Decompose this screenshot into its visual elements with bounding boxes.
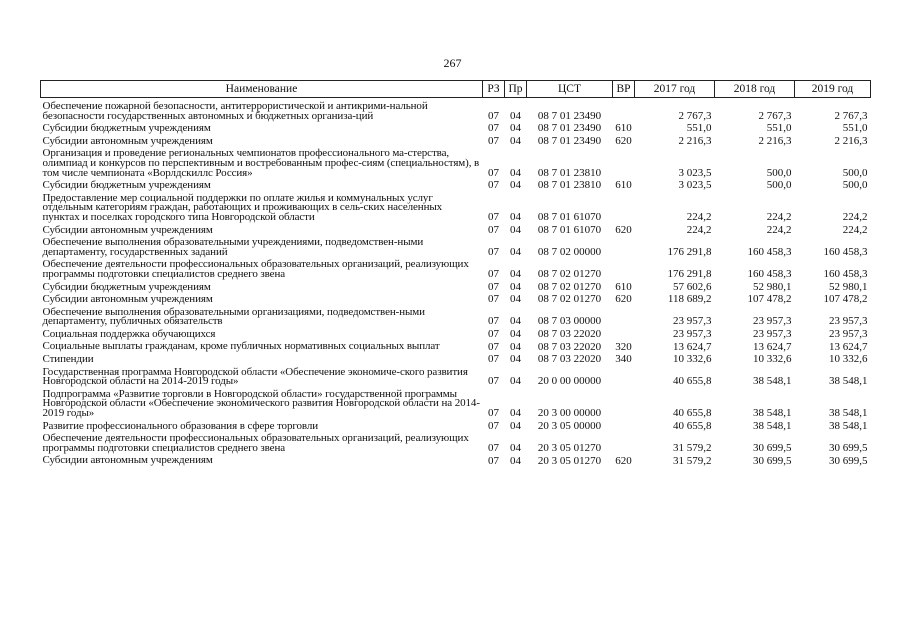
cell-rz: 07	[488, 109, 499, 122]
cell-2018: 224,2	[766, 211, 792, 224]
cell-name: Обеспечение выполнения образовательными учреждениями, подведомствен-ными департаменту, государственных заданий	[42, 236, 424, 258]
table-row	[41, 122, 871, 135]
cell-pr: 04	[510, 327, 521, 340]
cell-2018: 500,0	[766, 179, 792, 192]
cell-rz: 07	[488, 340, 499, 353]
table-row	[41, 432, 871, 454]
cell-pr: 04	[510, 211, 521, 224]
header-pr: Пр	[505, 81, 527, 98]
table-row	[41, 293, 871, 306]
table-row	[41, 340, 871, 353]
header-2019: 2019 год	[795, 81, 871, 98]
header-vr: ВР	[613, 81, 635, 98]
cell-2018: 160 458,3	[747, 268, 792, 280]
cell-name: Субсидии бюджетным учреждениям	[42, 280, 211, 293]
cell-2017: 3 023,5	[678, 179, 712, 192]
cell-vr	[613, 420, 635, 433]
table-row	[41, 147, 871, 179]
cell-rz: 07	[488, 245, 499, 258]
cell-cst: 20 3 05 01270	[537, 441, 602, 454]
cell-cst: 20 0 00 00000	[537, 375, 602, 388]
cell-pr: 04	[510, 441, 521, 454]
cell-pr: 04	[510, 407, 521, 420]
cell-2017: 23 957,3	[673, 315, 712, 328]
cell-vr	[613, 236, 635, 258]
cell-2019: 160 458,3	[823, 268, 868, 280]
cell-rz: 07	[488, 315, 499, 328]
cell-vr	[613, 192, 635, 224]
cell-2019: 23 957,3	[829, 315, 868, 328]
cell-cst: 20 3 05 00000	[537, 419, 602, 432]
header-2017: 2017 год	[635, 81, 715, 98]
cell-2017: 40 655,8	[673, 375, 712, 388]
cell-name: Организация и проведение региональных чемпионатов профессионального ма-стерства, олимпиад и конкурсов по перспективным и востребованным профес-сиям (специальностям), в том числе чемпионата «Ворлдскиллс Россия»	[42, 147, 480, 179]
table-row	[41, 353, 871, 366]
table-row	[41, 98, 871, 123]
cell-rz: 07	[488, 166, 499, 179]
cell-name: Субсидии автономным учреждениям	[42, 223, 213, 236]
cell-pr: 04	[510, 375, 521, 388]
cell-2018: 551,0	[766, 122, 792, 135]
cell-name: Обеспечение пожарной безопасности, антитеррористической и антикрими-нальной безопасности государственных автономных и бюджетных организа-ций	[42, 100, 428, 122]
cell-2019: 30 699,5	[829, 441, 868, 454]
cell-2017: 23 957,3	[673, 327, 712, 340]
header-2018: 2018 год	[715, 81, 795, 98]
cell-2019: 107 478,2	[823, 293, 868, 306]
cell-2018: 38 548,1	[753, 407, 792, 420]
cell-vr: 610	[615, 122, 632, 135]
cell-cst: 08 7 01 23490	[537, 109, 602, 122]
cell-cst: 08 7 03 22020	[537, 353, 602, 366]
cell-cst: 20 3 05 01270	[537, 454, 602, 467]
cell-2019: 551,0	[842, 122, 868, 135]
cell-2019: 10 332,6	[829, 353, 868, 366]
cell-name: Субсидии автономным учреждениям	[42, 134, 213, 147]
cell-cst: 08 7 01 61070	[537, 223, 602, 236]
cell-rz: 07	[488, 268, 499, 280]
cell-2018: 52 980,1	[753, 280, 792, 293]
table-row	[41, 281, 871, 294]
cell-2017: 31 579,2	[673, 454, 712, 467]
cell-cst: 08 7 01 61070	[537, 211, 602, 224]
cell-pr: 04	[510, 293, 521, 306]
cell-rz: 07	[488, 327, 499, 340]
cell-vr	[613, 147, 635, 179]
cell-2017: 13 624,7	[673, 340, 712, 353]
table-row	[41, 454, 871, 467]
cell-pr: 04	[510, 122, 521, 135]
table-row	[41, 135, 871, 148]
cell-pr: 04	[510, 315, 521, 328]
cell-2018: 2 767,3	[758, 109, 792, 122]
cell-vr: 320	[615, 340, 632, 353]
cell-rz: 07	[488, 211, 499, 224]
cell-2018: 23 957,3	[753, 315, 792, 328]
cell-2018: 107 478,2	[747, 293, 792, 306]
cell-rz: 07	[488, 280, 499, 293]
cell-name: Государственная программа Новгородской области «Обеспечение экономиче-ского развития Новгородской области на 2014-2019 годы»	[42, 365, 468, 388]
cell-cst: 08 7 01 23810	[537, 179, 602, 192]
cell-pr: 04	[510, 454, 521, 467]
header-name: Наименование	[41, 81, 483, 98]
cell-vr: 340	[615, 353, 632, 366]
table-row	[41, 306, 871, 328]
cell-rz: 07	[488, 441, 499, 454]
cell-vr: 620	[615, 223, 632, 236]
cell-2017: 176 291,8	[667, 245, 712, 258]
cell-2019: 30 699,5	[829, 454, 868, 467]
cell-name: Субсидии автономным учреждениям	[42, 293, 213, 306]
cell-2017: 40 655,8	[673, 419, 712, 432]
cell-name: Обеспечение деятельности профессиональных образовательных организаций, реализующих программы подготовки специалистов среднего звена	[42, 432, 469, 454]
cell-cst: 08 7 01 23490	[537, 134, 602, 147]
cell-name: Субсидии бюджетным учреждениям	[42, 179, 211, 192]
table-row	[41, 236, 871, 258]
cell-cst: 08 7 01 23810	[537, 166, 602, 179]
cell-pr: 04	[510, 353, 521, 366]
header-rz: РЗ	[483, 81, 505, 98]
cell-cst: 08 7 02 00000	[537, 245, 602, 258]
cell-cst: 08 7 02 01270	[537, 280, 602, 293]
cell-2017: 40 655,8	[673, 407, 712, 420]
cell-2019: 13 624,7	[829, 340, 868, 353]
cell-cst: 20 3 00 00000	[537, 407, 602, 420]
cell-vr	[613, 388, 635, 420]
cell-vr	[613, 432, 635, 454]
cell-2017: 551,0	[686, 122, 712, 135]
cell-pr: 04	[510, 223, 521, 236]
cell-pr: 04	[510, 134, 521, 147]
cell-2019: 23 957,3	[829, 327, 868, 340]
cell-name: Подпрограмма «Развитие торговли в Новгородской области» государственной программы Новгородской области «Обеспечение экономического развития Новгородской области на 2014-2019 годы»	[42, 387, 480, 420]
cell-2017: 31 579,2	[673, 441, 712, 454]
header-cst: ЦСТ	[527, 81, 613, 98]
cell-rz: 07	[488, 419, 499, 432]
cell-pr: 04	[510, 109, 521, 122]
cell-2017: 10 332,6	[673, 353, 712, 366]
cell-2019: 160 458,3	[823, 245, 868, 258]
cell-2019: 38 548,1	[829, 407, 868, 420]
cell-vr	[613, 306, 635, 328]
table-row	[41, 224, 871, 237]
cell-2018: 224,2	[766, 223, 792, 236]
cell-vr: 620	[615, 293, 632, 306]
table-row	[41, 388, 871, 420]
cell-2018: 30 699,5	[753, 454, 792, 467]
cell-2019: 38 548,1	[829, 375, 868, 388]
cell-2018: 30 699,5	[753, 441, 792, 454]
cell-2017: 224,2	[686, 211, 712, 224]
cell-pr: 04	[510, 340, 521, 353]
cell-pr: 04	[510, 245, 521, 258]
cell-vr	[613, 328, 635, 341]
cell-vr	[613, 366, 635, 388]
cell-rz: 07	[488, 454, 499, 467]
cell-name: Предоставление мер социальной поддержки по оплате жилья и коммунальных услуг отдельным категориям граждан, работающих и проживающих в сель-ских населенных пунктах и поселках городского типа Новгородской области	[42, 191, 443, 223]
table-row	[41, 420, 871, 433]
page-number: 267	[443, 56, 462, 70]
table-row	[41, 192, 871, 224]
cell-2017: 57 602,6	[673, 280, 712, 293]
cell-name: Социальная поддержка обучающихся	[42, 327, 216, 340]
table-row	[41, 328, 871, 341]
cell-rz: 07	[488, 293, 499, 306]
cell-2017: 224,2	[686, 223, 712, 236]
cell-name: Субсидии автономным учреждениям	[42, 454, 213, 467]
cell-name: Субсидии бюджетным учреждениям	[42, 122, 211, 135]
cell-2019: 224,2	[842, 223, 868, 236]
cell-2017: 2 767,3	[678, 109, 712, 122]
cell-2019: 224,2	[842, 211, 868, 224]
cell-2019: 500,0	[842, 166, 868, 179]
budget-table	[40, 80, 871, 467]
cell-cst: 08 7 01 23490	[537, 122, 602, 135]
cell-2019: 52 980,1	[829, 280, 868, 293]
cell-rz: 07	[488, 122, 499, 135]
cell-rz: 07	[488, 179, 499, 192]
cell-2017: 2 216,3	[678, 134, 712, 147]
cell-vr: 610	[615, 179, 632, 192]
cell-2018: 23 957,3	[753, 327, 792, 340]
cell-vr: 620	[615, 134, 632, 147]
cell-2017: 3 023,5	[678, 166, 712, 179]
table-body	[41, 98, 871, 468]
cell-pr: 04	[510, 268, 521, 280]
table-row	[41, 258, 871, 280]
cell-2019: 500,0	[842, 179, 868, 192]
cell-vr	[613, 258, 635, 280]
cell-vr: 610	[615, 280, 632, 293]
cell-2018: 10 332,6	[753, 353, 792, 366]
cell-vr: 620	[615, 454, 632, 467]
cell-rz: 07	[488, 134, 499, 147]
cell-rz: 07	[488, 407, 499, 420]
cell-pr: 04	[510, 280, 521, 293]
cell-vr	[613, 98, 635, 123]
cell-2017: 176 291,8	[667, 268, 712, 280]
cell-name: Обеспечение деятельности профессиональных образовательных организаций, реализующих программы подготовки специалистов среднего звена	[42, 258, 469, 280]
table-header-row	[41, 81, 871, 98]
cell-name: Стипендии	[42, 353, 94, 366]
cell-2018: 13 624,7	[753, 340, 792, 353]
cell-cst: 08 7 02 01270	[537, 293, 602, 306]
cell-cst: 08 7 03 22020	[537, 327, 602, 340]
cell-name: Социальные выплаты гражданам, кроме публичных нормативных социальных выплат	[42, 340, 440, 353]
cell-name: Развитие профессионального образования в сфере торговли	[42, 419, 319, 432]
cell-2018: 2 216,3	[758, 134, 792, 147]
cell-pr: 04	[510, 166, 521, 179]
cell-2018: 38 548,1	[753, 419, 792, 432]
table-row	[41, 366, 871, 388]
cell-pr: 04	[510, 179, 521, 192]
cell-cst: 08 7 03 22020	[537, 340, 602, 353]
cell-2018: 38 548,1	[753, 375, 792, 388]
cell-2018: 500,0	[766, 166, 792, 179]
cell-cst: 08 7 03 00000	[537, 315, 602, 328]
cell-name: Обеспечение выполнения образовательными организациями, подведомствен-ными департаменту, публичных обязательств	[42, 305, 425, 328]
cell-2018: 160 458,3	[747, 245, 792, 258]
cell-2017: 118 689,2	[667, 293, 712, 306]
cell-2019: 38 548,1	[829, 419, 868, 432]
cell-rz: 07	[488, 353, 499, 366]
cell-pr: 04	[510, 419, 521, 432]
cell-rz: 07	[488, 223, 499, 236]
cell-2019: 2 767,3	[834, 109, 868, 122]
cell-rz: 07	[488, 375, 499, 388]
cell-2019: 2 216,3	[834, 134, 868, 147]
table-row	[41, 179, 871, 192]
cell-cst: 08 7 02 01270	[537, 268, 602, 280]
